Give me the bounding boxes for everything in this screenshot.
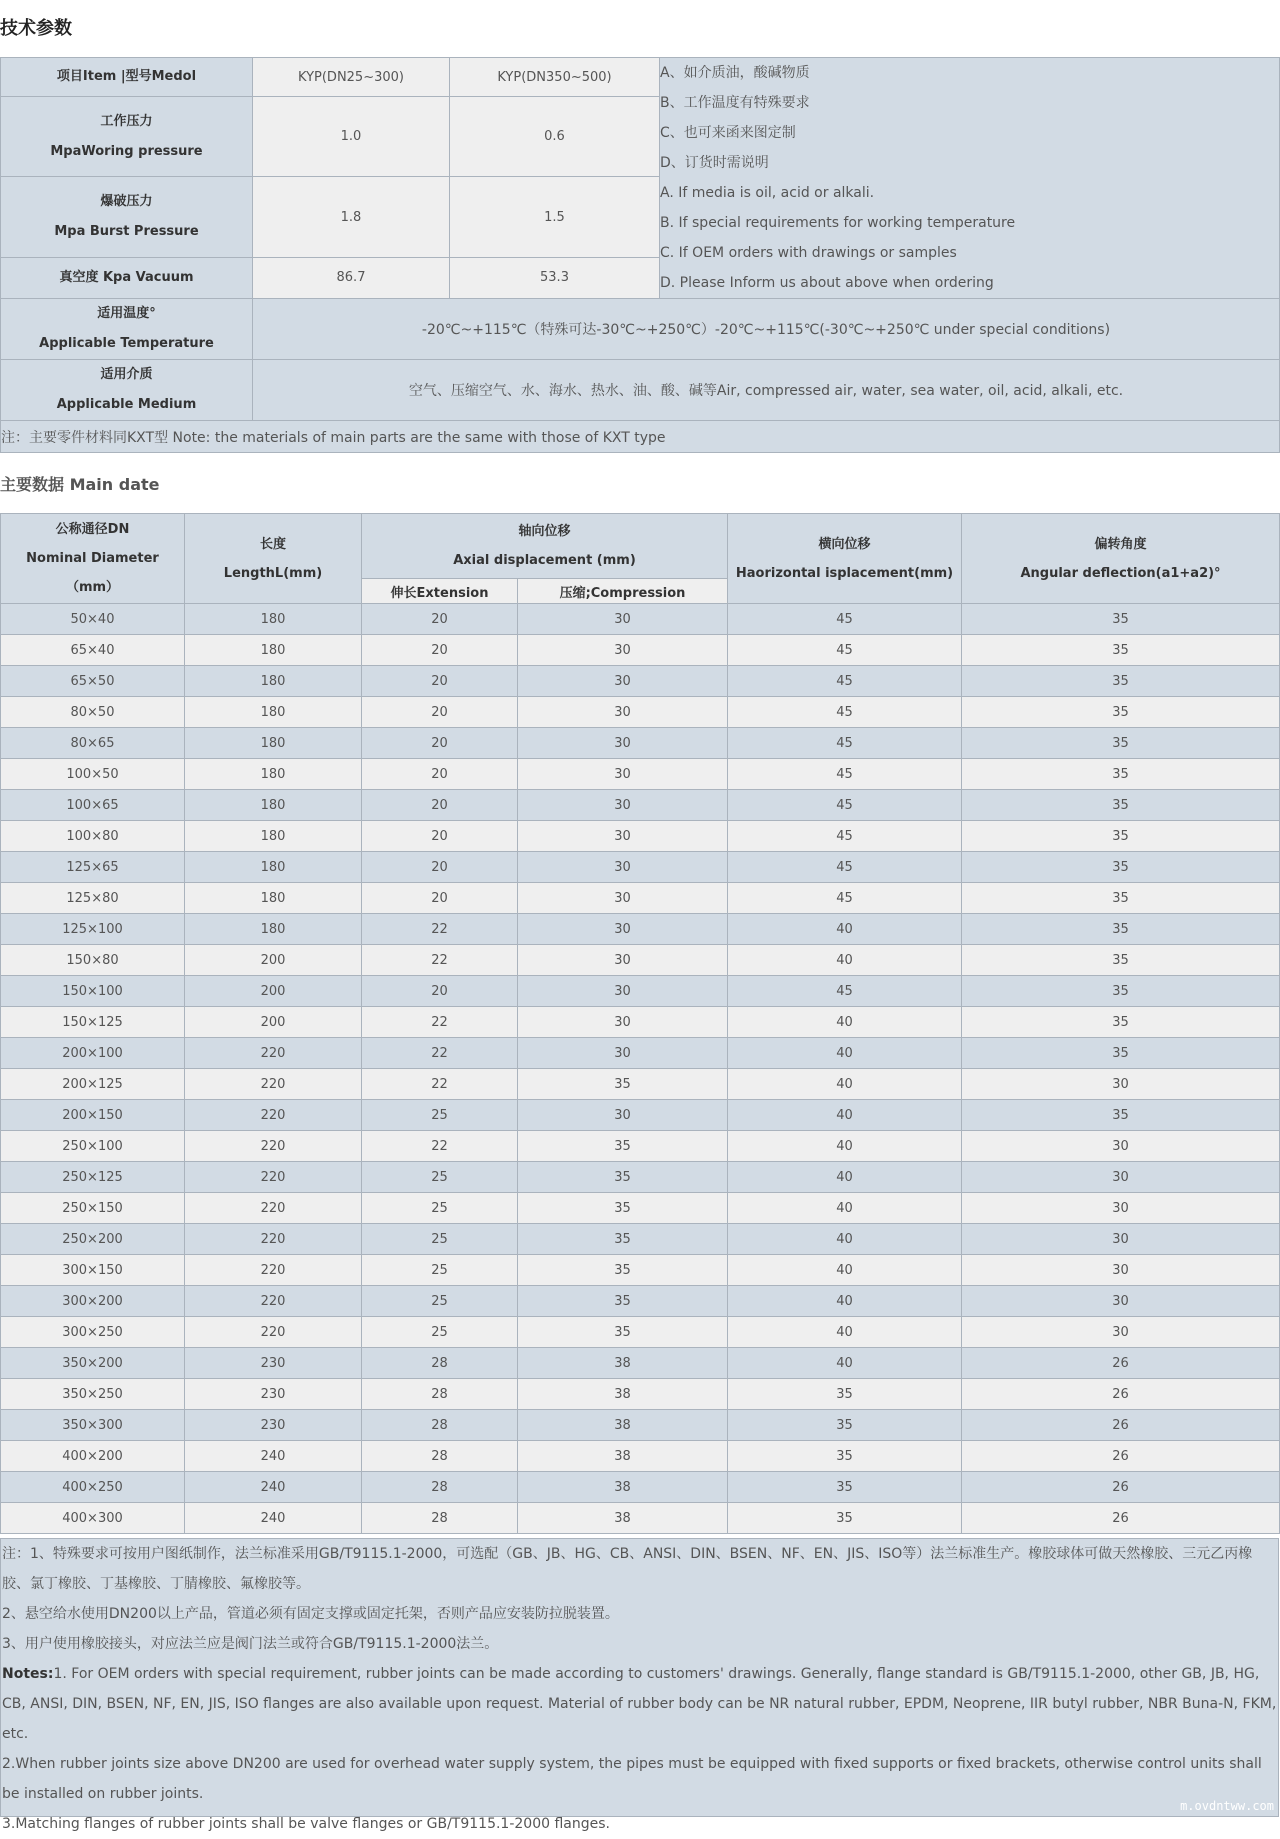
table-cell: 20 xyxy=(362,759,518,790)
spec-table xyxy=(0,57,1280,453)
main-data-table xyxy=(0,513,1280,1534)
table-cell: 35 xyxy=(728,1379,962,1410)
table-cell: 180 xyxy=(185,697,362,728)
table-cell: 230 xyxy=(185,1379,362,1410)
table-cell: 300×200 xyxy=(1,1286,185,1317)
table-cell: 220 xyxy=(185,1038,362,1069)
table-cell: 30 xyxy=(962,1069,1280,1100)
table-row xyxy=(1,1379,1280,1410)
table-cell: 30 xyxy=(518,604,728,635)
table-cell: 28 xyxy=(362,1410,518,1441)
table-cell: 220 xyxy=(185,1131,362,1162)
table-cell: 26 xyxy=(962,1410,1280,1441)
table-cell: 35 xyxy=(962,666,1280,697)
table-cell: 30 xyxy=(518,1038,728,1069)
table-cell: 35 xyxy=(962,1007,1280,1038)
table-row xyxy=(1,1286,1280,1317)
table-cell: 300×250 xyxy=(1,1317,185,1348)
table-cell: 300×150 xyxy=(1,1255,185,1286)
table-cell: 200×100 xyxy=(1,1038,185,1069)
table-cell: 125×80 xyxy=(1,883,185,914)
note-line: C、也可来函来图定制 xyxy=(660,125,796,141)
table-cell: 40 xyxy=(728,1131,962,1162)
table-cell: 40 xyxy=(728,1286,962,1317)
table-cell: 180 xyxy=(185,759,362,790)
table-row xyxy=(1,790,1280,821)
spec-label-vacuum: 真空度 Kpa Vacuum xyxy=(1,257,253,298)
table-row xyxy=(1,1317,1280,1348)
table-cell: 30 xyxy=(518,914,728,945)
table-row xyxy=(1,1007,1280,1038)
table-cell: 45 xyxy=(728,635,962,666)
spec-notes xyxy=(660,58,1280,299)
table-cell: 45 xyxy=(728,883,962,914)
spec-label-medium: 适用介质 Applicable Medium xyxy=(1,360,253,421)
spec-header-model1: KYP(DN25~300) xyxy=(253,58,450,97)
table-cell: 250×125 xyxy=(1,1162,185,1193)
table-cell: 30 xyxy=(962,1131,1280,1162)
table-cell: 40 xyxy=(728,1193,962,1224)
table-row xyxy=(1,1038,1280,1069)
table-cell: 45 xyxy=(728,697,962,728)
table-cell: 35 xyxy=(962,945,1280,976)
note-en-2: 2.When rubber joints size above DN200 are used for overhead water supply system, the pipes must be equipped with fixed supports or fixed brackets, otherwise control units shall be installed on rubber joints. xyxy=(2,1756,1262,1802)
note-en-3: 3.Matching flanges of rubber joints shall be valve flanges or GB/T9115.1-2000 flanges. xyxy=(2,1816,610,1832)
table-cell: 50×40 xyxy=(1,604,185,635)
table-cell: 350×300 xyxy=(1,1410,185,1441)
table-cell: 38 xyxy=(518,1503,728,1534)
table-cell: 45 xyxy=(728,852,962,883)
table-row xyxy=(1,1193,1280,1224)
table-cell: 65×40 xyxy=(1,635,185,666)
spec-value: 1.8 xyxy=(253,177,450,257)
table-cell: 30 xyxy=(518,790,728,821)
table-cell: 35 xyxy=(962,883,1280,914)
note-line: A、如介质油，酸碱物质 xyxy=(660,65,810,81)
table-cell: 20 xyxy=(362,666,518,697)
table-cell: 220 xyxy=(185,1193,362,1224)
table-cell: 25 xyxy=(362,1255,518,1286)
spec-label-burst-pressure: 爆破压力 Mpa Burst Pressure xyxy=(1,177,253,257)
table-cell: 35 xyxy=(962,728,1280,759)
table-cell: 30 xyxy=(518,635,728,666)
table-row xyxy=(1,852,1280,883)
note-line: B. If special requirements for working temperature xyxy=(660,215,1016,231)
table-row xyxy=(1,821,1280,852)
table-cell: 40 xyxy=(728,1224,962,1255)
table-cell: 220 xyxy=(185,1162,362,1193)
note-cn-3: 3、用户使用橡胶接头，对应法兰应是阀门法兰或符合GB/T9115.1-2000法兰。 xyxy=(2,1636,499,1652)
header-extension: 伸长Extension xyxy=(362,579,518,604)
table-row xyxy=(1,728,1280,759)
table-cell: 45 xyxy=(728,728,962,759)
table-cell: 250×100 xyxy=(1,1131,185,1162)
table-row xyxy=(1,914,1280,945)
spec-label-working-pressure: 工作压力 MpaWoring pressure xyxy=(1,97,253,177)
table-row xyxy=(1,697,1280,728)
table-cell: 35 xyxy=(962,976,1280,1007)
table-cell: 30 xyxy=(962,1286,1280,1317)
table-cell: 30 xyxy=(518,883,728,914)
spec-temperature-value: -20℃~+115℃（特殊可达-30℃~+250℃）-20℃~+115℃(-30℃~+250℃ under special conditions) xyxy=(253,299,1280,360)
note-cn-1: 注：1、特殊要求可按用户图纸制作，法兰标准采用GB/T9115.1-2000，可选配（GB、JB、HG、CB、ANSI、DIN、BSEN、NF、EN、JIS、ISO等）法兰标准生产。橡胶球体可做天然橡胶、三元乙丙橡胶、氯丁橡胶、丁基橡胶、丁腈橡胶、氟橡胶等。 xyxy=(2,1546,1253,1592)
table-cell: 20 xyxy=(362,728,518,759)
table-row xyxy=(1,1100,1280,1131)
table-cell: 38 xyxy=(518,1472,728,1503)
table-cell: 45 xyxy=(728,790,962,821)
table-row xyxy=(1,635,1280,666)
table-cell: 22 xyxy=(362,1131,518,1162)
section-title-tech-params: 技术参数 xyxy=(0,18,72,39)
table-cell: 30 xyxy=(518,666,728,697)
table-cell: 20 xyxy=(362,604,518,635)
table-cell: 25 xyxy=(362,1162,518,1193)
table-cell: 220 xyxy=(185,1255,362,1286)
table-cell: 250×200 xyxy=(1,1224,185,1255)
table-cell: 35 xyxy=(962,697,1280,728)
table-cell: 180 xyxy=(185,604,362,635)
table-cell: 200 xyxy=(185,1007,362,1038)
table-cell: 35 xyxy=(728,1472,962,1503)
table-cell: 220 xyxy=(185,1317,362,1348)
spec-value: 1.5 xyxy=(450,177,660,257)
note-line: D. Please Inform us about above when ordering xyxy=(660,275,994,291)
table-cell: 35 xyxy=(962,604,1280,635)
table-cell: 180 xyxy=(185,883,362,914)
header-nominal-diameter: 公称通径DN Nominal Diameter （mm） xyxy=(1,514,185,604)
table-cell: 35 xyxy=(518,1317,728,1348)
table-cell: 200 xyxy=(185,945,362,976)
table-cell: 30 xyxy=(962,1162,1280,1193)
table-cell: 38 xyxy=(518,1441,728,1472)
table-cell: 28 xyxy=(362,1379,518,1410)
spec-header-item: 项目Item |型号Medol xyxy=(1,58,253,97)
table-cell: 35 xyxy=(962,852,1280,883)
table-cell: 38 xyxy=(518,1379,728,1410)
table-cell: 30 xyxy=(518,759,728,790)
table-cell: 180 xyxy=(185,728,362,759)
table-cell: 35 xyxy=(962,1100,1280,1131)
table-row xyxy=(1,1255,1280,1286)
table-cell: 25 xyxy=(362,1100,518,1131)
table-cell: 200 xyxy=(185,976,362,1007)
table-cell: 22 xyxy=(362,1069,518,1100)
table-cell: 40 xyxy=(728,1317,962,1348)
table-cell: 220 xyxy=(185,1224,362,1255)
table-cell: 30 xyxy=(962,1255,1280,1286)
table-cell: 230 xyxy=(185,1348,362,1379)
table-cell: 45 xyxy=(728,604,962,635)
table-cell: 40 xyxy=(728,1162,962,1193)
table-cell: 28 xyxy=(362,1472,518,1503)
table-cell: 30 xyxy=(518,728,728,759)
table-cell: 35 xyxy=(962,1038,1280,1069)
table-cell: 240 xyxy=(185,1472,362,1503)
table-cell: 30 xyxy=(518,1100,728,1131)
table-cell: 20 xyxy=(362,790,518,821)
table-cell: 35 xyxy=(962,790,1280,821)
table-cell: 35 xyxy=(518,1069,728,1100)
table-cell: 200×150 xyxy=(1,1100,185,1131)
table-cell: 35 xyxy=(518,1286,728,1317)
header-compression: 压缩;Compression xyxy=(518,579,728,604)
table-cell: 35 xyxy=(518,1255,728,1286)
table-cell: 40 xyxy=(728,1007,962,1038)
table-cell: 400×300 xyxy=(1,1503,185,1534)
table-cell: 30 xyxy=(518,852,728,883)
note-cn-2: 2、悬空给水使用DN200以上产品，管道必须有固定支撑或固定托架，否则产品应安装防拉脱装置。 xyxy=(2,1606,619,1622)
table-cell: 20 xyxy=(362,697,518,728)
table-row xyxy=(1,1162,1280,1193)
table-cell: 180 xyxy=(185,852,362,883)
header-axial-displacement: 轴向位移 Axial displacement (mm) xyxy=(362,514,728,579)
table-cell: 220 xyxy=(185,1069,362,1100)
table-cell: 180 xyxy=(185,666,362,697)
table-cell: 125×65 xyxy=(1,852,185,883)
spec-value: 53.3 xyxy=(450,257,660,298)
table-row xyxy=(1,1224,1280,1255)
table-cell: 150×80 xyxy=(1,945,185,976)
table-cell: 22 xyxy=(362,1007,518,1038)
table-cell: 25 xyxy=(362,1224,518,1255)
spec-medium-value: 空气、压缩空气、水、海水、热水、油、酸、碱等Air, compressed air, water, sea water, oil, acid, alkali, etc. xyxy=(253,360,1280,421)
table-cell: 35 xyxy=(962,635,1280,666)
table-cell: 35 xyxy=(518,1193,728,1224)
table-cell: 40 xyxy=(728,1038,962,1069)
table-cell: 22 xyxy=(362,945,518,976)
table-cell: 80×50 xyxy=(1,697,185,728)
table-cell: 35 xyxy=(962,759,1280,790)
spec-header-model2: KYP(DN350~500) xyxy=(450,58,660,97)
note-line: B、工作温度有特殊要求 xyxy=(660,95,810,111)
table-cell: 220 xyxy=(185,1286,362,1317)
table-row xyxy=(1,945,1280,976)
table-cell: 40 xyxy=(728,1069,962,1100)
table-row xyxy=(1,1348,1280,1379)
table-cell: 65×50 xyxy=(1,666,185,697)
table-cell: 400×200 xyxy=(1,1441,185,1472)
table-cell: 35 xyxy=(728,1441,962,1472)
table-cell: 220 xyxy=(185,1100,362,1131)
table-cell: 30 xyxy=(518,945,728,976)
notes-block xyxy=(0,1538,1279,1832)
table-cell: 100×50 xyxy=(1,759,185,790)
table-row xyxy=(1,1441,1280,1472)
table-cell: 28 xyxy=(362,1503,518,1534)
table-cell: 100×65 xyxy=(1,790,185,821)
table-cell: 40 xyxy=(728,1255,962,1286)
table-cell: 26 xyxy=(962,1379,1280,1410)
note-line: C. If OEM orders with drawings or samples xyxy=(660,245,957,261)
table-row xyxy=(1,759,1280,790)
table-row xyxy=(1,1472,1280,1503)
section-title-main-data: 主要数据 Main date xyxy=(0,475,160,494)
table-cell: 125×100 xyxy=(1,914,185,945)
table-row xyxy=(1,1069,1280,1100)
table-row xyxy=(1,1131,1280,1162)
spec-value: 1.0 xyxy=(253,97,450,177)
table-cell: 180 xyxy=(185,914,362,945)
table-cell: 350×250 xyxy=(1,1379,185,1410)
table-cell: 35 xyxy=(962,914,1280,945)
note-line: D、订货时需说明 xyxy=(660,155,769,171)
table-cell: 20 xyxy=(362,635,518,666)
table-cell: 30 xyxy=(518,697,728,728)
header-length: 长度 LengthL(mm) xyxy=(185,514,362,604)
table-cell: 28 xyxy=(362,1441,518,1472)
table-cell: 100×80 xyxy=(1,821,185,852)
table-cell: 150×100 xyxy=(1,976,185,1007)
table-cell: 40 xyxy=(728,914,962,945)
table-cell: 40 xyxy=(728,1100,962,1131)
table-cell: 80×65 xyxy=(1,728,185,759)
table-cell: 240 xyxy=(185,1441,362,1472)
table-row xyxy=(1,604,1280,635)
table-cell: 20 xyxy=(362,852,518,883)
table-cell: 25 xyxy=(362,1193,518,1224)
table-cell: 30 xyxy=(962,1193,1280,1224)
spec-value: 86.7 xyxy=(253,257,450,298)
table-cell: 180 xyxy=(185,635,362,666)
table-cell: 45 xyxy=(728,821,962,852)
table-cell: 350×200 xyxy=(1,1348,185,1379)
table-cell: 30 xyxy=(962,1317,1280,1348)
table-row xyxy=(1,1410,1280,1441)
table-cell: 40 xyxy=(728,945,962,976)
table-cell: 30 xyxy=(518,821,728,852)
table-cell: 26 xyxy=(962,1472,1280,1503)
table-cell: 38 xyxy=(518,1410,728,1441)
table-cell: 38 xyxy=(518,1348,728,1379)
table-cell: 200×125 xyxy=(1,1069,185,1100)
table-row xyxy=(1,1503,1280,1534)
table-cell: 400×250 xyxy=(1,1472,185,1503)
table-row xyxy=(1,883,1280,914)
table-row xyxy=(1,976,1280,1007)
table-cell: 35 xyxy=(962,821,1280,852)
table-cell: 240 xyxy=(185,1503,362,1534)
table-cell: 30 xyxy=(962,1224,1280,1255)
table-cell: 20 xyxy=(362,821,518,852)
table-cell: 35 xyxy=(728,1503,962,1534)
table-cell: 22 xyxy=(362,914,518,945)
table-cell: 26 xyxy=(962,1441,1280,1472)
table-cell: 150×125 xyxy=(1,1007,185,1038)
table-cell: 180 xyxy=(185,821,362,852)
table-cell: 180 xyxy=(185,790,362,821)
table-cell: 35 xyxy=(518,1162,728,1193)
spec-label-temperature: 适用温度° Applicable Temperature xyxy=(1,299,253,360)
table-cell: 35 xyxy=(518,1224,728,1255)
table-cell: 35 xyxy=(518,1131,728,1162)
header-angular-deflection: 偏转角度 Angular deflection(a1+a2)° xyxy=(962,514,1280,604)
table-cell: 45 xyxy=(728,666,962,697)
table-cell: 20 xyxy=(362,976,518,1007)
table-cell: 230 xyxy=(185,1410,362,1441)
table-cell: 25 xyxy=(362,1286,518,1317)
note-line: A. If media is oil, acid or alkali. xyxy=(660,185,875,201)
header-horizontal-displacement: 横向位移 Haorizontal isplacement(mm) xyxy=(728,514,962,604)
table-cell: 45 xyxy=(728,976,962,1007)
table-cell: 26 xyxy=(962,1503,1280,1534)
table-cell: 250×150 xyxy=(1,1193,185,1224)
table-row xyxy=(1,666,1280,697)
table-cell: 22 xyxy=(362,1038,518,1069)
table-cell: 45 xyxy=(728,759,962,790)
table-cell: 35 xyxy=(728,1410,962,1441)
spec-footnote: 注：主要零件材料同KXT型 Note: the materials of main parts are the same with those of KXT type xyxy=(1,421,1280,453)
table-cell: 20 xyxy=(362,883,518,914)
table-cell: 40 xyxy=(728,1348,962,1379)
table-cell: 26 xyxy=(962,1348,1280,1379)
spec-value: 0.6 xyxy=(450,97,660,177)
table-cell: 30 xyxy=(518,976,728,1007)
note-en-1: Notes:1. For OEM orders with special requirement, rubber joints can be made according to customers' drawings. Generally, flange standard is GB/T9115.1-2000, other GB, JB, HG, CB, ANSI, DIN, BSEN, NF, EN, JIS, ISO flanges are also available upon request. Material of rubber body can be NR natural rubber, EPDM, Neoprene, IIR butyl rubber, NBR Buna-N, FKM, etc. xyxy=(2,1666,1277,1742)
table-cell: 28 xyxy=(362,1348,518,1379)
watermark: m.ovdntww.com xyxy=(1180,1799,1274,1813)
table-cell: 30 xyxy=(518,1007,728,1038)
table-cell: 25 xyxy=(362,1317,518,1348)
